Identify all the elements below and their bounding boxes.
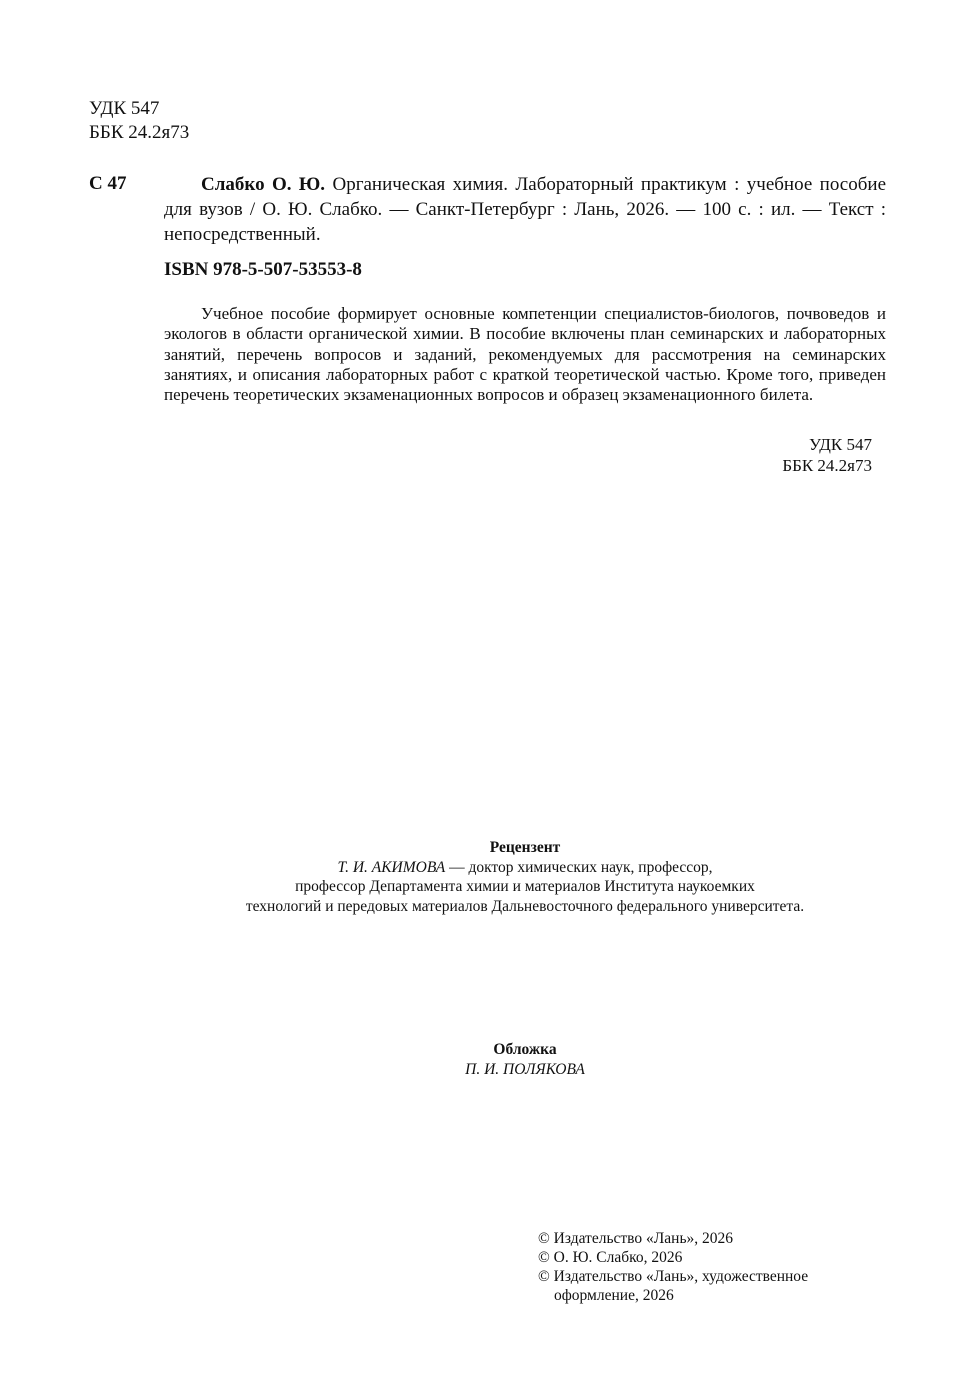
reviewer-title: — доктор химических наук, профессор, [445, 858, 713, 876]
classification-block-bottom [782, 434, 872, 476]
reviewer-line-3: технологий и передовых материалов Дальневосточного федерального университета. [245, 897, 805, 915]
bibliographic-record [164, 172, 886, 247]
isbn: ISBN 978-5-507-53553-8 [164, 259, 362, 280]
udk-code-bottom: УДК 547 [808, 435, 872, 454]
bbk-code-bottom: ББК 24.2я73 [782, 456, 872, 475]
copyright-line-2: © О. Ю. Слабко, 2026 [538, 1249, 683, 1266]
reviewer-line-1 [0, 858, 976, 878]
reviewer-line-2: профессор Департамента химии и материалов Института наукоемких [295, 878, 755, 895]
classification-block-top [89, 97, 189, 145]
reviewer-block [0, 838, 976, 916]
copyright-line-1: © Издательство «Лань», 2026 [538, 1230, 734, 1247]
cover-heading: Обложка [493, 1041, 557, 1058]
reviewer-name: Т. И. АКИМОВА [337, 858, 446, 876]
cover-designer: П. И. ПОЛЯКОВА [465, 1060, 585, 1078]
cover-block [0, 1040, 976, 1079]
udk-code: УДК 547 [89, 98, 160, 119]
bib-author: Слабко О. Ю. [201, 174, 326, 195]
author-mark: С 47 [89, 173, 127, 194]
bbk-code: ББК 24.2я73 [89, 122, 190, 143]
copyright-line-3-continued: оформление, 2026 [554, 1287, 674, 1304]
copyright-line-3: © Издательство «Лань», художественное [538, 1268, 809, 1285]
abstract: Учебное пособие формирует основные компетенции специалистов-биологов, почвоведов и экологов в области органической химии. В пособие включены план семинарских и лабораторных занятий, перечень вопросов и заданий, рекомендуемых для рассмотрения на семинарских занятиях, и описания лабораторных работ с краткой теоретической частью. Кроме того, приведен перечень теоретических экзаменационных вопросов и образец экзаменационного билета. [164, 304, 886, 405]
copyright-block [538, 1229, 808, 1305]
reviewer-heading: Рецензент [489, 839, 561, 856]
bib-description: Органическая химия. Лабораторный практикум : учебное пособие для вузов / О. Ю. Слабко. — Санкт-Петербург : Лань, 2026. — 100 с. : ил. — Текст : непосредственный. [164, 174, 887, 245]
